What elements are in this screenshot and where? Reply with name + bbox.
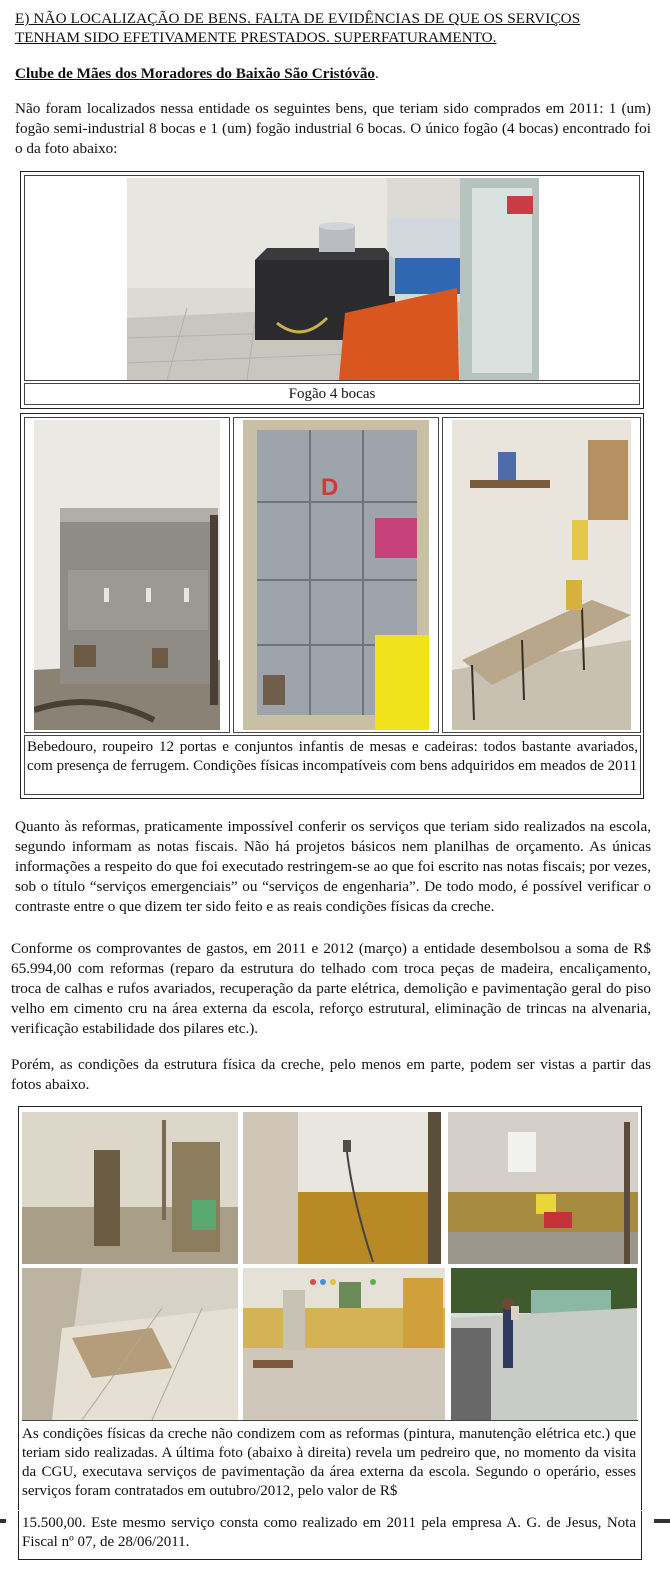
- paragraph-expenses: Conforme os comprovantes de gastos, em 2011 e 2012 (março) a entidade desembolsou a soma de R$ 65.994,00 com reformas (reparo da estrutura do telhado com troca peças de madeira, encaliçamento, troca de calhas e rufos avariados, recuperação da parte elétrica, demolição e pavimentação geral do piso velho em cimento cru na área externa da escola, reforço estrutural, eliminação de trincas na alvenaria, verificação estabilidade dos pilares etc.).: [11, 940, 651, 1037]
- tables-photo: [452, 420, 631, 730]
- classroom-door-photo: [22, 1112, 238, 1264]
- stove-figure: [20, 171, 644, 409]
- water-cooler-photo: [34, 420, 220, 730]
- building-caption-part1: As condições físicas da creche não condizem com as reformas (pintura, manutenção elétrica etc.) que teriam sido realizadas. A última foto (abaixo à direita) revela um pedreiro que, no momento da visita da CGU, executava serviços de pavimentação da área externa da escola. Segundo o operário, esses serviços foram contratados em outubro/2012, pelo valor de R$: [22, 1426, 636, 1499]
- yellow-wall-photo: [243, 1112, 441, 1264]
- paragraph-physical-conditions: Porém, as condições da estrutura física da creche, pelo menos em parte, podem ser vistas a partir das fotos abaixo.: [11, 1056, 651, 1093]
- locker-photo: [243, 420, 429, 730]
- entity-suffix: .: [375, 65, 379, 82]
- paragraph-missing-goods: Não foram localizados nessa entidade os seguintes bens, que teriam sido comprados em 2011: 1 (um) fogão semi-industrial 8 bocas e 1 (um) fogão industrial 6 bocas. O único fogão (4 bocas) encontrado foi o da foto abaixo:: [15, 100, 651, 157]
- page-break-mark-right: [654, 1519, 670, 1523]
- furniture-figure: [20, 413, 644, 799]
- entity-title: [15, 64, 655, 84]
- locker-letter: D: [321, 474, 339, 501]
- building-figure: [18, 1106, 642, 1560]
- paragraph-reforms: Quanto às reformas, praticamente impossível conferir os serviços que teriam sido realizados na escola, segundo informam as notas fiscais. Não há projetos básicos nem planilhas de orçamento. As únicas informações a respeito do que foi executado restringem-se ao que foi escrito nas notas fiscais; por vezes, sob o título “serviços emergenciais” ou “serviços de engenharia”. De todo modo, é possível verificar o contraste entre o que dizem ter sido feito e as reais condições físicas da creche.: [15, 818, 651, 915]
- section-heading-line1: E) NÃO LOCALIZAÇÃO DE BENS. FALTA DE EVIDÊNCIAS DE QUE OS SERVIÇOS: [15, 10, 581, 27]
- stove-photo: [127, 178, 539, 380]
- entity-name: Clube de Mães dos Moradores do Baixão São Cristóvão: [15, 65, 376, 82]
- room-window-photo: [448, 1112, 638, 1264]
- stove-caption: Fogão 4 bocas: [288, 386, 376, 402]
- building-caption-part2: 15.500,00. Este mesmo serviço consta como realizado em 2011 pela empresa A. G. de Jesus, Nota Fiscal nº 07, de 28/06/2011.: [22, 1515, 636, 1550]
- page-break-mark-left: [0, 1519, 6, 1523]
- section-heading-line2: TENHAM SIDO EFETIVAMENTE PRESTADOS. SUPERFATURAMENTO.: [15, 29, 497, 46]
- classroom-interior-photo: [243, 1268, 445, 1420]
- external-paving-photo: [451, 1268, 637, 1420]
- damaged-floor-photo: [22, 1268, 238, 1420]
- building-photo-divider: [22, 1420, 638, 1421]
- furniture-caption: Bebedouro, roupeiro 12 portas e conjuntos infantis de mesas e cadeiras: todos bastante avariados, com presença de ferrugem. Condições físicas incompatíveis com bens adquiridos em meados de 2011: [27, 739, 638, 774]
- page-break-gap: [18, 1510, 642, 1511]
